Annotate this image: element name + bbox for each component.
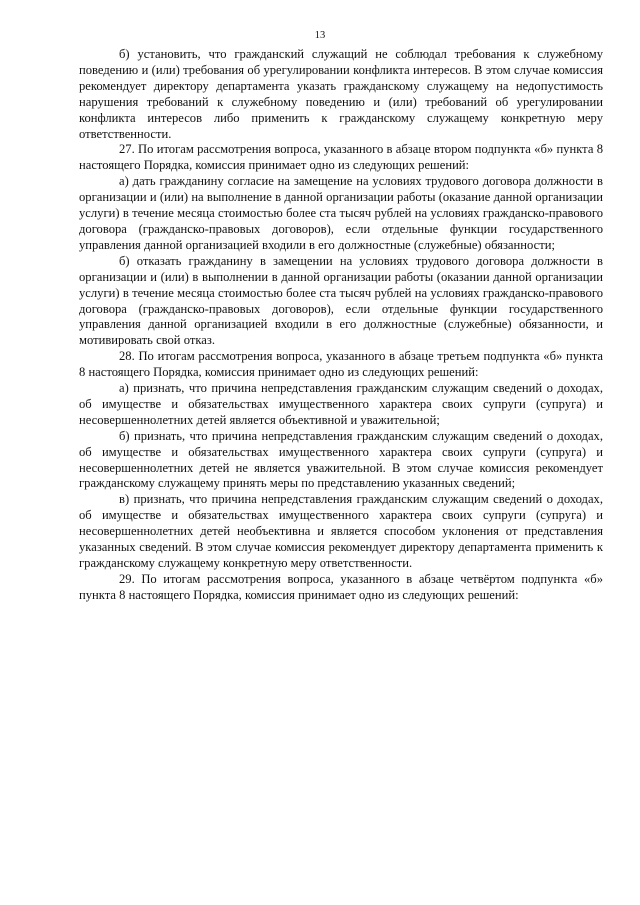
paragraph-28a: а) признать, что причина непредставления гражданским служащим сведений о доходах, об имуществе и обязательствах имущественного характера своих супруги (супруга) и несовершеннолетних детей является объективной и уважительной; [79,381,603,427]
paragraph-29: 29. По итогам рассмотрения вопроса, указанного в абзаце четвёртом подпункта «б» пункта 8 настоящего Порядка, комиссия принимает одно из следующих решений: [79,571,603,602]
paragraph-28b: б) признать, что причина непредставления гражданским служащим сведений о доходах, об имуществе и обязательствах имущественного характера своих супруги (супруга) и несовершеннолетних детей не является уважительной. В этом случае комиссия рекомендует гражданскому служащему принять меры по представлению указанных сведений; [79,428,603,491]
page-number: 13 [314,30,326,41]
paragraph-28: 28. По итогам рассмотрения вопроса, указанного в абзаце третьем подпункта «б» пункта 8 настоящего Порядка, комиссия принимает одно из следующих решений: [79,349,603,380]
paragraph-26b: б) установить, что гражданский служащий не соблюдал требования к служебному поведению и (или) требования об урегулировании конфликта интересов. В этом случае комиссия рекомендует директору департамента указать гражданскому служащему на недопустимость нарушения требований к служебному поведению и (или) требований об урегулировании конфликта интересов либо применить к гражданскому служащему конкретную меру ответственности. [79,47,603,141]
paragraph-27a: а) дать гражданину согласие на замещение на условиях трудового договора должности в организации и (или) на выполнение в данной организации работы (оказание данной организации услуги) в течение месяца стоимостью более ста тысяч рублей на условиях гражданско-правового договора (гражданско-правовых договоров), если отдельные функции государственного управления данной организацией входили в его должностные (служебные) обязанности; [79,174,603,252]
paragraph-28c: в) признать, что причина непредставления гражданским служащим сведений о доходах, об имуществе и обязательствах имущественного характера своих супруги (супруга) и несовершеннолетних детей необъективна и является способом уклонения от представления указанных сведений. В этом случае комиссия рекомендует директору департамента применить к гражданскому служащему конкретную меру ответственности. [79,492,603,570]
document-body [79,47,603,604]
paragraph-27: 27. По итогам рассмотрения вопроса, указанного в абзаце втором подпункта «б» пункта 8 настоящего Порядка, комиссия принимает одно из следующих решений: [79,142,603,173]
paragraph-27b: б) отказать гражданину в замещении на условиях трудового договора должности в организации и (или) в выполнении в данной организации работы (оказании данной организации услуги) в течение месяца стоимостью более ста тысяч рублей на условиях гражданско-правового договора (гражданско-правовых договоров), если отдельные функции государственного управления данной организацией входили в его должностные (служебные) обязанности, и мотивировать свой отказ. [79,253,603,348]
